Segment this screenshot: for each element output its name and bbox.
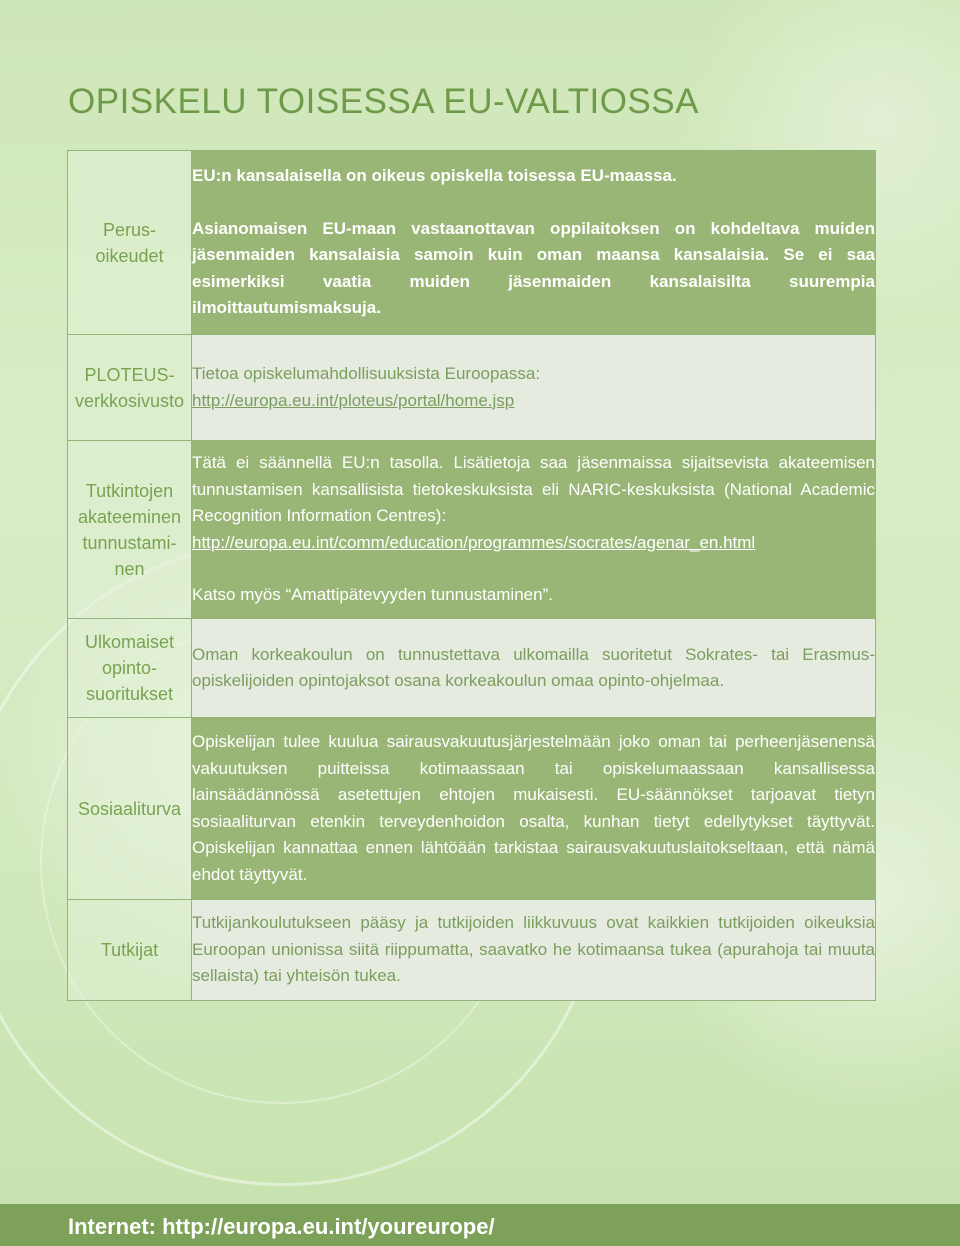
- ploteus-link[interactable]: http://europa.eu.int/ploteus/portal/home.jsp: [192, 390, 515, 410]
- row-tutkijat: [68, 900, 876, 1001]
- label-sosiaaliturva: [68, 718, 192, 900]
- row-text: Asianomaisen EU-maan vastaanottavan oppilaitoksen on kohdeltava muiden jäsenmaiden kansalaisia samoin kuin oman maansa kansalaisia. Se ei saa esimerkiksi vaatia muiden jäsenmaiden kansalaisilta suurempia ilmoittautumismaksuja.: [192, 218, 875, 318]
- label-line: Perus-: [102, 219, 156, 240]
- content-sosiaaliturva: [192, 718, 876, 900]
- row-ulkomaiset: [68, 619, 876, 718]
- row-text: Tietoa opiskelumahdollisuuksista Euroopassa:: [192, 364, 541, 383]
- label-line: Ulkomaiset: [84, 632, 175, 652]
- label-line: nen: [114, 558, 145, 579]
- content-ulkomaiset: [192, 619, 876, 718]
- footer-bar: [0, 1204, 960, 1246]
- content-perusoikeudet: [192, 151, 876, 335]
- label-line: Tutkintojen: [85, 480, 174, 501]
- label-line: Tutkijat: [100, 940, 159, 960]
- label-line: opinto-: [101, 658, 158, 678]
- label-line: verkkosivusto: [74, 390, 185, 411]
- spacer: [192, 556, 875, 582]
- label-line: oikeudet: [95, 245, 164, 266]
- label-ulkomaiset: [68, 619, 192, 718]
- row-perusoikeudet: [68, 151, 876, 335]
- label-line: Sosiaaliturva: [77, 798, 182, 819]
- naric-link[interactable]: http://europa.eu.int/comm/education/programmes/socrates/agenar_en.html: [192, 532, 756, 552]
- label-line: tunnustami-: [82, 532, 177, 553]
- spacer: [192, 190, 875, 216]
- label-tutkijat: [68, 900, 192, 1001]
- row-text: Tutkijankoulutukseen pääsy ja tutkijoiden liikkuvuus ovat kaikkien tutkijoiden oikeuksia Euroopan unionissa siitä riippumatta, saavatko he kotimaansa tukea (apurahoja tai muuta sellaista) tai yhteisön tukea.: [192, 913, 875, 986]
- row-tutkintojen: [68, 441, 876, 619]
- row-text: Oman korkeakoulun on tunnustettava ulkomailla suoritetut Sokrates- tai Erasmus-opiskelijoiden opintojaksot osana korkeakoulun omaa opinto-ohjelmaa.: [192, 644, 875, 690]
- info-table: [67, 150, 876, 1001]
- row-ploteus: [68, 335, 876, 441]
- label-tutkintojen: [68, 441, 192, 619]
- content-tutkintojen: [192, 441, 876, 619]
- label-perusoikeudet: [68, 151, 192, 335]
- see-also-text: Katso myös “Amattipätevyyden tunnustaminen”.: [192, 585, 553, 605]
- row-text: Tätä ei säännellä EU:n tasolla. Lisätietoja saa jäsenmaissa sijaitsevista akateemisen tunnustamisen kansallisista tietokeskuksista eli NARIC-keskuksista (National Academic Recognition Information Centres):: [192, 453, 875, 526]
- label-line: PLOTEUS-: [84, 364, 175, 385]
- label-ploteus: [68, 335, 192, 441]
- row-text: Opiskelijan tulee kuulua sairausvakuutusjärjestelmään joko oman tai perheenjäsenensä vakuutuksen puitteissa kotimaassaan tai opiskelumaassaan kansallisessa lainsäädännössä asetettujen ehtojen mukaisesti. EU-säännökset tarjoavat tietyn sosiaaliturvan etenkin terveydenhoidon osalta, kunhan tietyt edellytykset täyttyvät. Opiskelijan kannattaa ennen lähtöään tarkistaa sairausvakuutuslaitokseltaan, että nämä ehdot täyttyvät.: [192, 732, 875, 884]
- content-tutkijat: [192, 900, 876, 1001]
- label-line: akateeminen: [77, 506, 182, 527]
- label-line: suoritukset: [85, 684, 174, 704]
- footer-internet-link[interactable]: Internet: http://europa.eu.int/youreurope/: [68, 1214, 495, 1239]
- row-sosiaaliturva: [68, 718, 876, 900]
- content-ploteus: [192, 335, 876, 441]
- row-heading: EU:n kansalaisella on oikeus opiskella toisessa EU-maassa.: [192, 166, 677, 186]
- page-title: OPISKELU TOISESSA EU-VALTIOSSA: [68, 82, 699, 121]
